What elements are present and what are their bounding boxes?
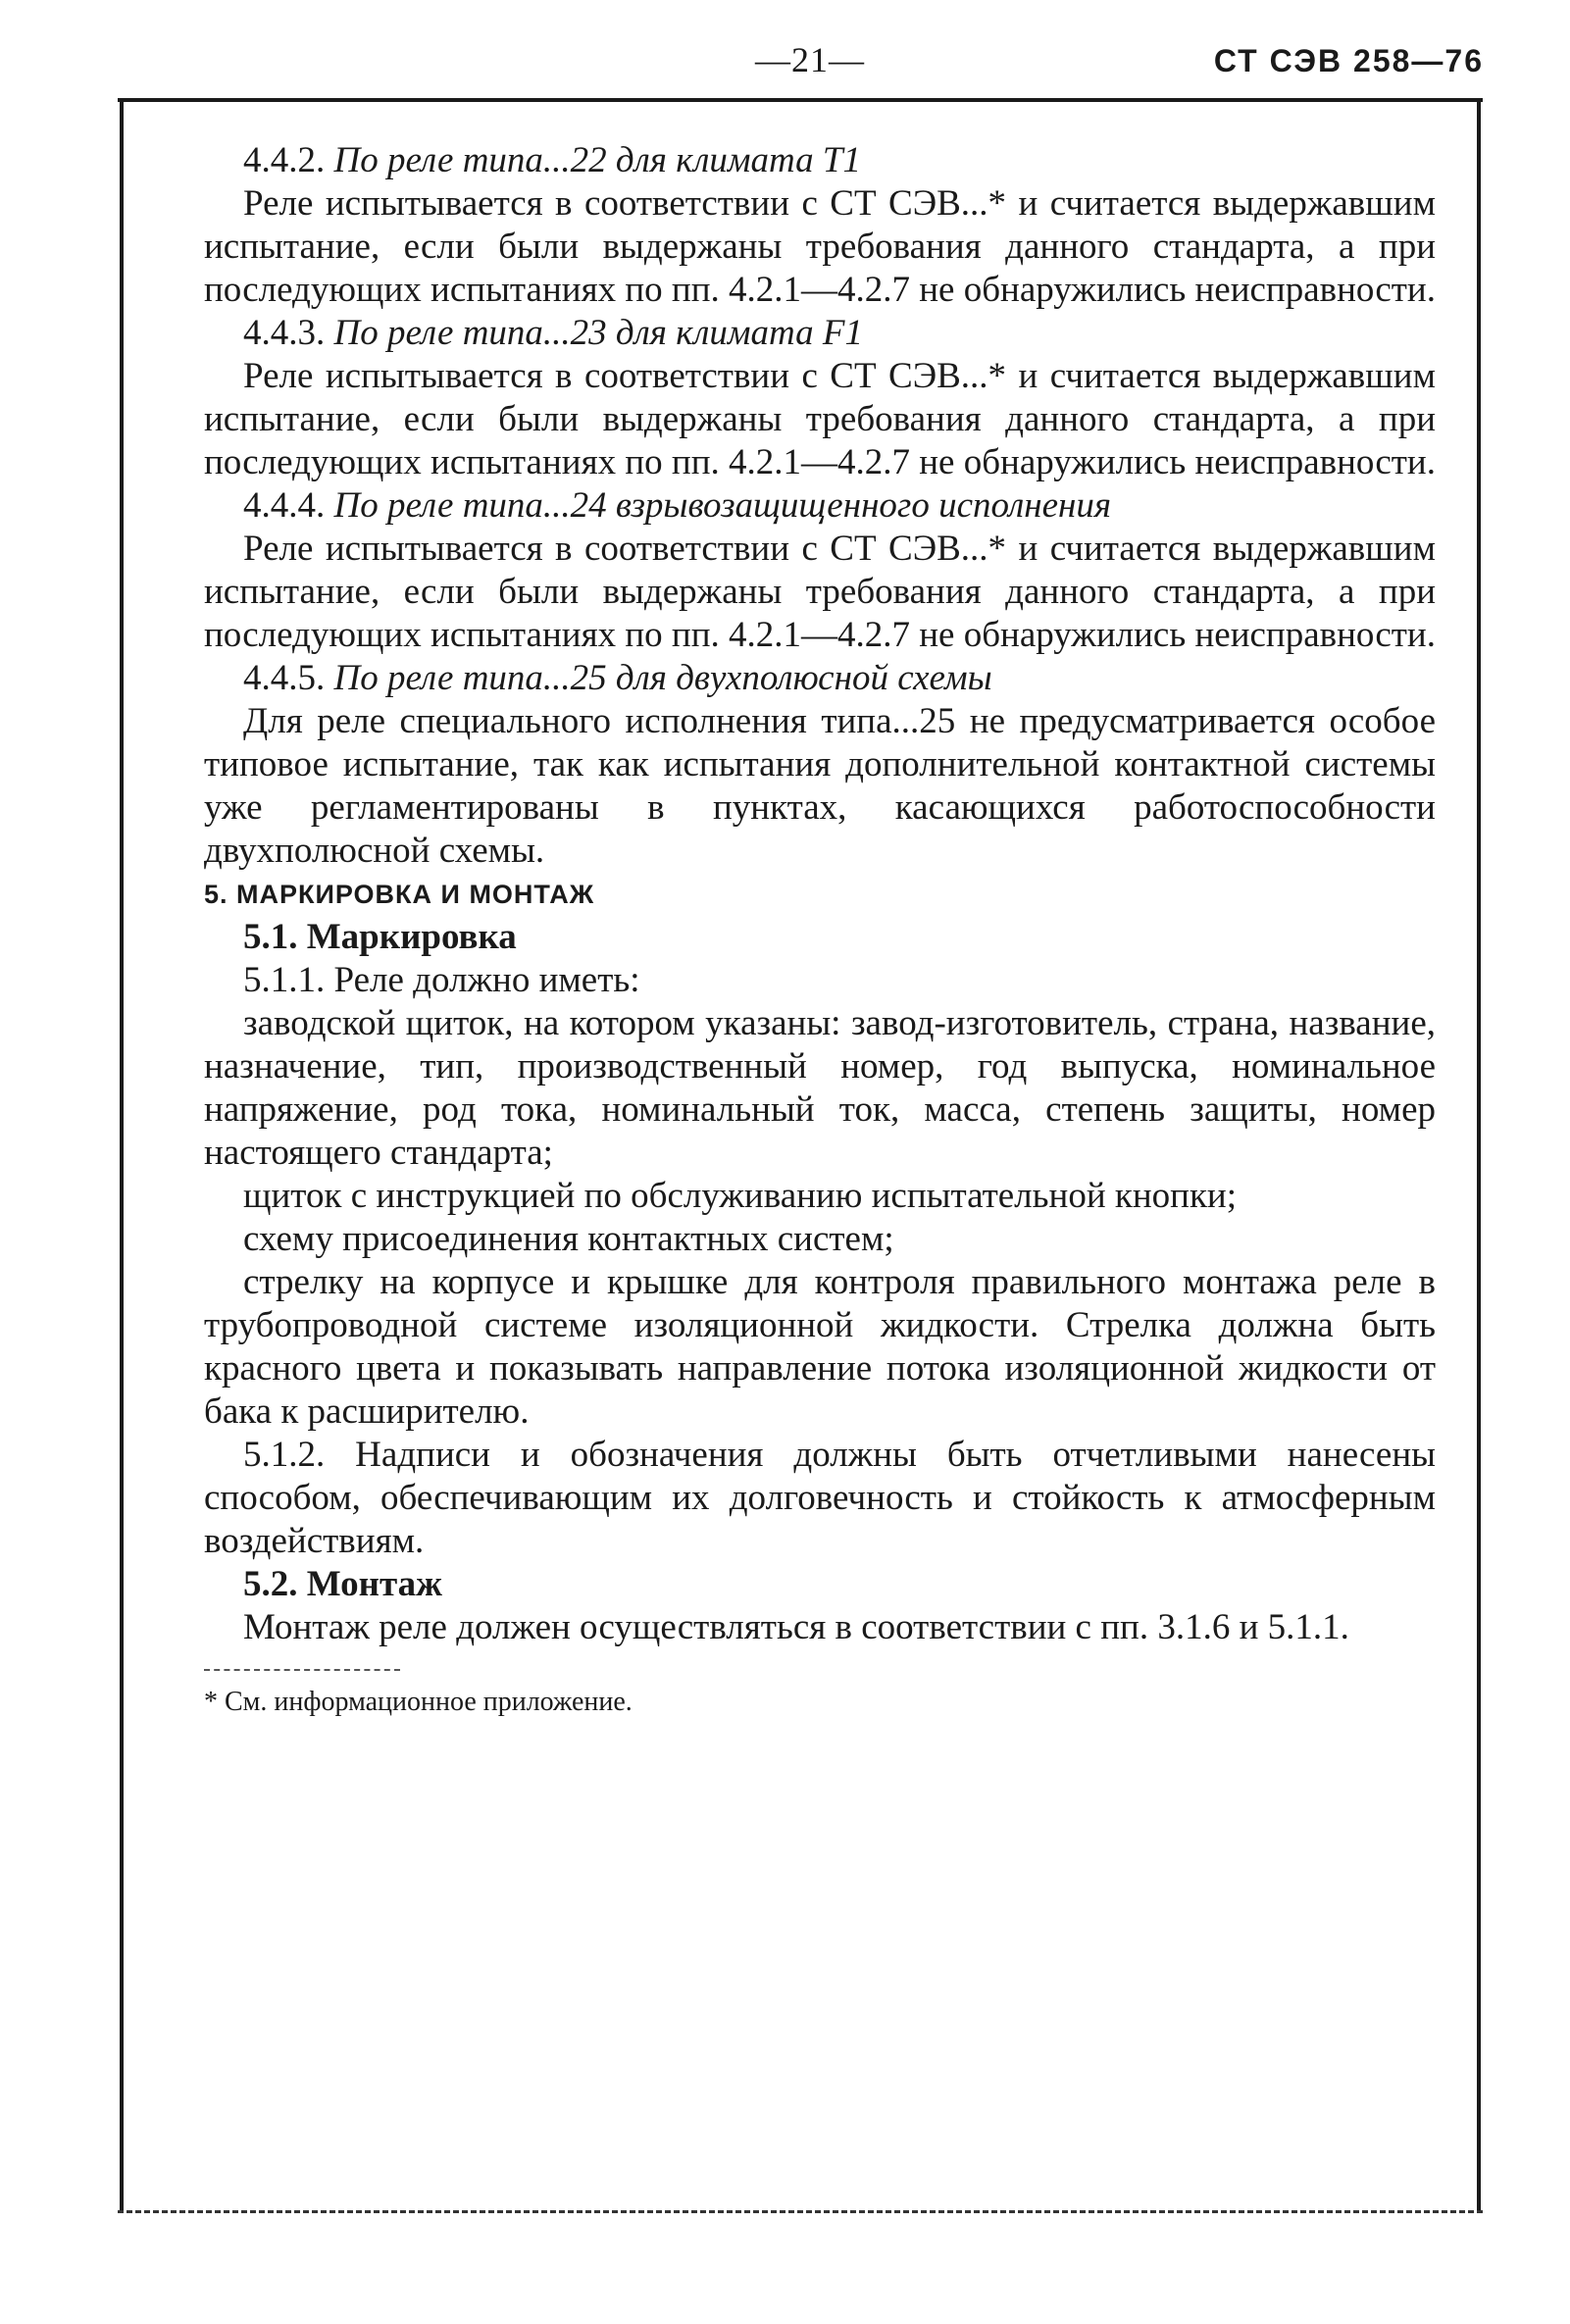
clause-4-4-5-text: Для реле специального исполнения типа...25 не предусматривается особое типовое испытание, так как испытания дополнительной контактной системы уже регламентированы в пунктах, касающихся работоспособности двухполюсной схемы. bbox=[204, 701, 1436, 871]
clause-number: 4.4.4. bbox=[243, 485, 326, 526]
clause-5-1-2-text: 5.1.2. Надписи и обозначения должны быть отчетливыми нанесены способом, обеспечивающим их долговечность и стойкость к атмосферным воздействиям. bbox=[204, 1435, 1436, 1561]
clause-number: 4.4.5. bbox=[243, 658, 326, 698]
clause-title: По реле типа...25 для двухполюсной схемы bbox=[333, 658, 992, 698]
clause-number: 4.4.3. bbox=[243, 313, 326, 353]
footnote-separator bbox=[204, 1669, 400, 1671]
clause-title: По реле типа...22 для климата Т1 bbox=[333, 140, 862, 180]
frame-bottom-border bbox=[118, 2210, 1483, 2213]
clause-title: По реле типа...24 взрывозащищенного исполнения bbox=[333, 485, 1112, 526]
frame-right-border bbox=[1477, 102, 1481, 2210]
clause-5-1-1-intro: 5.1.1. Реле должно иметь: bbox=[243, 960, 640, 1000]
clause-5-1-title: 5.1. Маркировка bbox=[243, 917, 517, 957]
frame-left-border bbox=[120, 102, 124, 2210]
clause-4-4-2-heading bbox=[204, 139, 1436, 182]
list-item: щиток с инструкцией по обслуживанию испытательной кнопки; bbox=[243, 1176, 1238, 1216]
clause-4-4-3-heading bbox=[204, 312, 1436, 355]
list-item: стрелку на корпусе и крышке для контроля правильного монтажа реле в трубопроводной системе изоляционной жидкости. Стрелка должна быть красного цвета и показывать направление потока изоляционной жидкости от бака к расширителю. bbox=[204, 1262, 1436, 1432]
document-code: СТ СЭВ 258—76 bbox=[1213, 43, 1484, 78]
document-body bbox=[204, 139, 1436, 1720]
clause-5-2-text: Монтаж реле должен осуществляться в соответствии с пп. 3.1.6 и 5.1.1. bbox=[243, 1607, 1349, 1647]
clause-4-4-2-text: Реле испытывается в соответствии с СТ СЭВ...* и считается выдержавшим испытание, если были выдержаны требования данного стандарта, а при последующих испытаниях по пп. 4.2.1—4.2.7 не обнаружились неисправности. bbox=[204, 183, 1436, 310]
footnote: * См. информационное приложение. bbox=[204, 1687, 633, 1717]
clause-5-2-title: 5.2. Монтаж bbox=[243, 1564, 442, 1604]
list-item: схему присоединения контактных систем; bbox=[243, 1219, 894, 1259]
clause-4-4-4-text: Реле испытывается в соответствии с СТ СЭВ...* и считается выдержавшим испытание, если были выдержаны требования данного стандарта, а при последующих испытаниях по пп. 4.2.1—4.2.7 не обнаружились неисправности. bbox=[204, 529, 1436, 655]
clause-4-4-3-text: Реле испытывается в соответствии с СТ СЭВ...* и считается выдержавшим испытание, если были выдержаны требования данного стандарта, а при последующих испытаниях по пп. 4.2.1—4.2.7 не обнаружились неисправности. bbox=[204, 356, 1436, 482]
page-number: —21— bbox=[755, 40, 865, 79]
clause-title: По реле типа...23 для климата F1 bbox=[333, 313, 864, 353]
clause-4-4-4-heading bbox=[204, 484, 1436, 528]
clause-4-4-5-heading bbox=[204, 657, 1436, 700]
list-item: заводской щиток, на котором указаны: завод-изготовитель, страна, название, назначение, тип, производственный номер, год выпуска, номинальное напряжение, род тока, номинальный ток, масса, степень защиты, номер настоящего стандарта; bbox=[204, 1003, 1436, 1173]
section-5-title: 5. МАРКИРОВКА И МОНТАЖ bbox=[204, 880, 595, 909]
frame-top-border bbox=[118, 98, 1483, 102]
clause-number: 4.4.2. bbox=[243, 140, 326, 180]
